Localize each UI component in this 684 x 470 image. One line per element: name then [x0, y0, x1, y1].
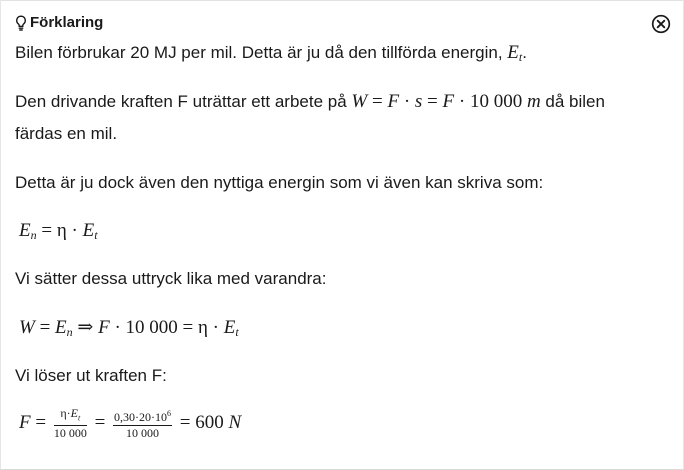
lightbulb-icon	[15, 15, 27, 31]
paragraph-supplied-energy: Bilen förbrukar 20 MJ per mil. Detta är ju då den tillförda energin, $E_t$.	[15, 42, 527, 64]
equation-work-equals-energy: $W = E_n$ ⇒ F · 10 $000 = \eta \cdot E_t$	[19, 317, 239, 339]
equation-useful-energy: $E_n = \eta \cdot E_t$	[19, 220, 98, 242]
paragraph-work-line2: färdas en mil.	[15, 124, 118, 143]
close-circle-icon[interactable]	[651, 14, 671, 34]
equation-force-result: F = $\frac{\eta\cdot E_t}{10 000}$ = $\frac{0,30\cdot 20\cdot 10^6}{10 000}$ = 600 N	[19, 405, 242, 441]
paragraph-set-equal: Vi sätter dessa uttryck lika med varandra:	[15, 269, 327, 288]
work-formula: W = F · s = F · 10 000 m	[351, 91, 541, 112]
fraction-numeric: $\frac{0,30\cdot 20\cdot 10^6}{10 000}$	[114, 409, 172, 441]
paragraph-solve-force: Vi löser ut kraften F:	[15, 366, 167, 385]
fraction-symbolic: $\frac{\eta\cdot E_t}{10 000}$	[53, 405, 87, 441]
paragraph-useful-energy: Detta är ju dock även den nyttiga energin som vi även kan skriva som:	[15, 173, 544, 192]
explanation-title: Förklaring	[30, 14, 104, 31]
paragraph-work-line1: Den drivande kraften F uträttar ett arbete på W = F · s = F · 10 000 m då bilen	[15, 91, 605, 112]
explanation-header	[15, 14, 103, 31]
